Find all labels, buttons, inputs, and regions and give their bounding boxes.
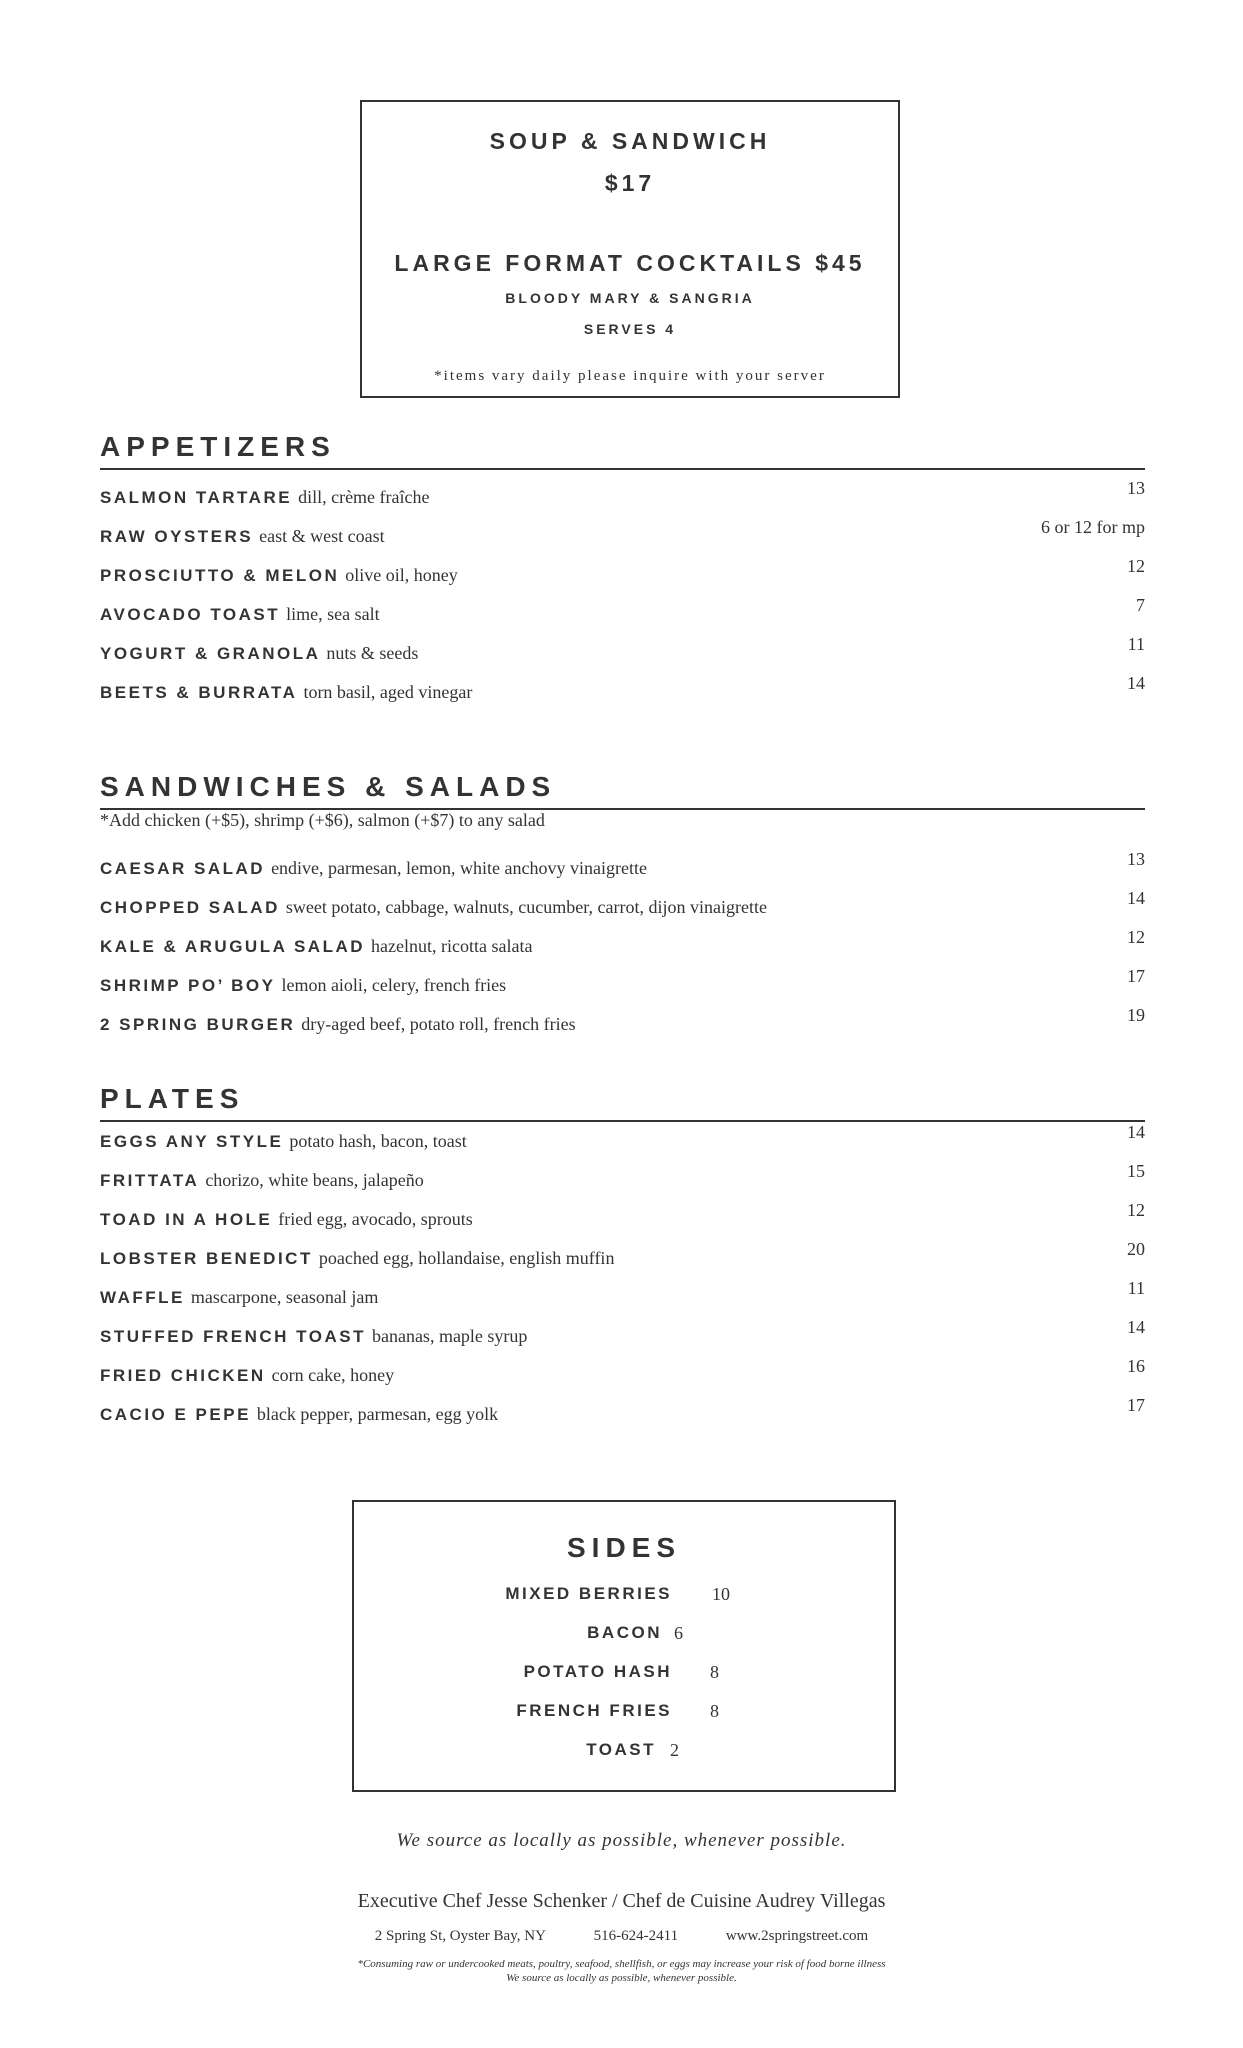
address-text: 2 Spring St, Oyster Bay, NY: [374, 1928, 546, 1944]
section-title: SANDWICHES & SALADS: [100, 771, 557, 802]
menu-item: [100, 556, 1145, 595]
item-name: SHRIMP PO’ BOY: [100, 976, 276, 995]
sides-title: SIDES: [566, 1532, 682, 1563]
item-name: FRIED CHICKEN: [100, 1366, 266, 1385]
item-name: FRITTATA: [100, 1171, 200, 1190]
menu-item: [100, 888, 1145, 927]
soup-sandwich-heading: SOUP & SANDWICH: [489, 128, 771, 154]
item-description: dry-aged beef, potato roll, french fries: [301, 1014, 576, 1034]
item-price: 6 or 12 for mp: [1041, 517, 1145, 537]
side-name: POTATO HASH: [523, 1662, 672, 1681]
sourcing-disclaimer: We source as locally as possible, whenever possible.: [506, 1972, 737, 1984]
item-description: corn cake, honey: [271, 1365, 395, 1385]
item-name: EGGS ANY STYLE: [100, 1132, 284, 1151]
sandwiches-salads-section: [100, 768, 1145, 1044]
item-description: torn basil, aged vinegar: [303, 682, 473, 702]
side-name: BACON: [587, 1623, 662, 1642]
item-name: CACIO E PEPE: [100, 1405, 251, 1424]
section-title: APPETIZERS: [100, 431, 336, 462]
item-name: LOBSTER BENEDICT: [100, 1249, 313, 1268]
menu-item: [100, 1356, 1145, 1395]
item-price: 11: [1127, 1278, 1145, 1298]
item-price: 14: [1127, 673, 1145, 693]
item-description: potato hash, bacon, toast: [289, 1131, 467, 1151]
menu-item: [100, 1122, 1145, 1161]
sourcing-tagline: We source as locally as possible, whenever possible.: [396, 1830, 847, 1851]
menu-item: [100, 1161, 1145, 1200]
item-description: poached egg, hollandaise, english muffin: [318, 1248, 615, 1268]
soup-sandwich-price: $17: [604, 170, 656, 196]
item-description: chorizo, white beans, jalapeño: [205, 1170, 424, 1190]
item-description: east & west coast: [259, 526, 385, 546]
menu-item: [100, 595, 1145, 634]
item-description: hazelnut, ricotta salata: [371, 936, 533, 956]
item-description: fried egg, avocado, sprouts: [278, 1209, 473, 1229]
side-price: 6: [674, 1623, 683, 1643]
side-item: [354, 1662, 894, 1701]
item-name: YOGURT & GRANOLA: [100, 644, 321, 663]
side-name: TOAST: [586, 1740, 656, 1759]
side-item: [354, 1740, 894, 1779]
side-item: [354, 1584, 894, 1623]
item-price: 15: [1127, 1161, 1145, 1181]
menu-item: [100, 478, 1145, 517]
item-description: lime, sea salt: [286, 604, 380, 624]
menu-item: [100, 517, 1145, 556]
item-name: CAESAR SALAD: [100, 859, 266, 878]
side-price: 2: [670, 1740, 679, 1760]
side-name: FRENCH FRIES: [516, 1701, 672, 1720]
section-title: PLATES: [100, 1083, 245, 1114]
side-price: 8: [710, 1662, 719, 1682]
item-description: sweet potato, cabbage, walnuts, cucumber, carrot, dijon vinaigrette: [285, 897, 767, 917]
item-price: 7: [1136, 595, 1145, 615]
menu-item: [100, 634, 1145, 673]
item-name: 2 SPRING BURGER: [100, 1015, 296, 1034]
item-name: KALE & ARUGULA SALAD: [100, 937, 366, 956]
menu-item: [100, 849, 1145, 888]
item-price: 13: [1127, 478, 1145, 498]
item-price: 17: [1127, 1395, 1145, 1415]
item-name: BEETS & BURRATA: [100, 683, 298, 702]
salad-addon-note: *Add chicken (+$5), shrimp (+$6), salmon (+$7) to any salad: [100, 810, 545, 830]
item-name: WAFFLE: [100, 1288, 185, 1307]
item-price: 16: [1127, 1356, 1145, 1376]
menu-item: [100, 1278, 1145, 1317]
item-description: endive, parmesan, lemon, white anchovy vinaigrette: [271, 858, 647, 878]
sides-box: [352, 1500, 896, 1792]
menu-item: [100, 1239, 1145, 1278]
cocktails-serves: SERVES 4: [583, 321, 677, 337]
item-price: 19: [1127, 1005, 1145, 1025]
item-price: 17: [1127, 966, 1145, 986]
menu-item: [100, 1200, 1145, 1239]
menu-item: [100, 966, 1145, 1005]
section-divider: [100, 468, 1145, 470]
menu-item: [100, 673, 1145, 712]
item-description: bananas, maple syrup: [371, 1326, 528, 1346]
plates-section: [100, 1080, 1145, 1434]
item-price: 13: [1127, 849, 1145, 869]
item-name: CHOPPED SALAD: [100, 898, 280, 917]
menu-item: [100, 1395, 1145, 1434]
specials-box: [360, 100, 900, 398]
side-item: [354, 1623, 894, 1662]
side-name: MIXED BERRIES: [505, 1584, 672, 1603]
item-description: dill, crème fraîche: [298, 487, 430, 507]
cocktails-heading: LARGE FORMAT COCKTAILS $45: [394, 250, 866, 276]
item-description: nuts & seeds: [326, 643, 419, 663]
menu-item: [100, 1317, 1145, 1356]
item-price: 12: [1127, 1200, 1145, 1220]
side-price: 8: [710, 1701, 719, 1721]
item-description: olive oil, honey: [345, 565, 458, 585]
food-safety-disclaimer: *Consuming raw or undercooked meats, poultry, seafood, shellfish, or eggs may increase your risk of food borne illness: [357, 1958, 886, 1970]
cocktails-detail: BLOODY MARY & SANGRIA: [505, 290, 755, 306]
item-price: 12: [1127, 556, 1145, 576]
item-price: 12: [1127, 927, 1145, 947]
item-price: 14: [1127, 1317, 1145, 1337]
side-item: [354, 1701, 894, 1740]
item-name: AVOCADO TOAST: [100, 605, 281, 624]
chef-credits: Executive Chef Jesse Schenker / Chef de Cuisine Audrey Villegas: [357, 1890, 886, 1912]
appetizers-section: [100, 428, 1145, 712]
item-name: RAW OYSTERS: [100, 527, 254, 546]
item-name: PROSCIUTTO & MELON: [100, 566, 340, 585]
item-price: 14: [1127, 1122, 1145, 1142]
menu-item: [100, 1005, 1145, 1044]
item-price: 20: [1127, 1239, 1145, 1259]
side-price: 10: [712, 1584, 730, 1604]
contact-line: [0, 1928, 1243, 1945]
phone-text: 516-624-2411: [593, 1928, 679, 1944]
item-description: lemon aioli, celery, french fries: [281, 975, 507, 995]
item-price: 11: [1127, 634, 1145, 654]
specials-note: *items vary daily please inquire with your server: [434, 368, 826, 384]
item-description: black pepper, parmesan, egg yolk: [256, 1404, 499, 1424]
item-name: TOAD IN A HOLE: [100, 1210, 273, 1229]
website-link[interactable]: www.2springstreet.com: [725, 1928, 869, 1944]
item-name: SALMON TARTARE: [100, 488, 293, 507]
menu-item: [100, 927, 1145, 966]
item-description: mascarpone, seasonal jam: [190, 1287, 379, 1307]
item-name: STUFFED FRENCH TOAST: [100, 1327, 366, 1346]
item-price: 14: [1127, 888, 1145, 908]
